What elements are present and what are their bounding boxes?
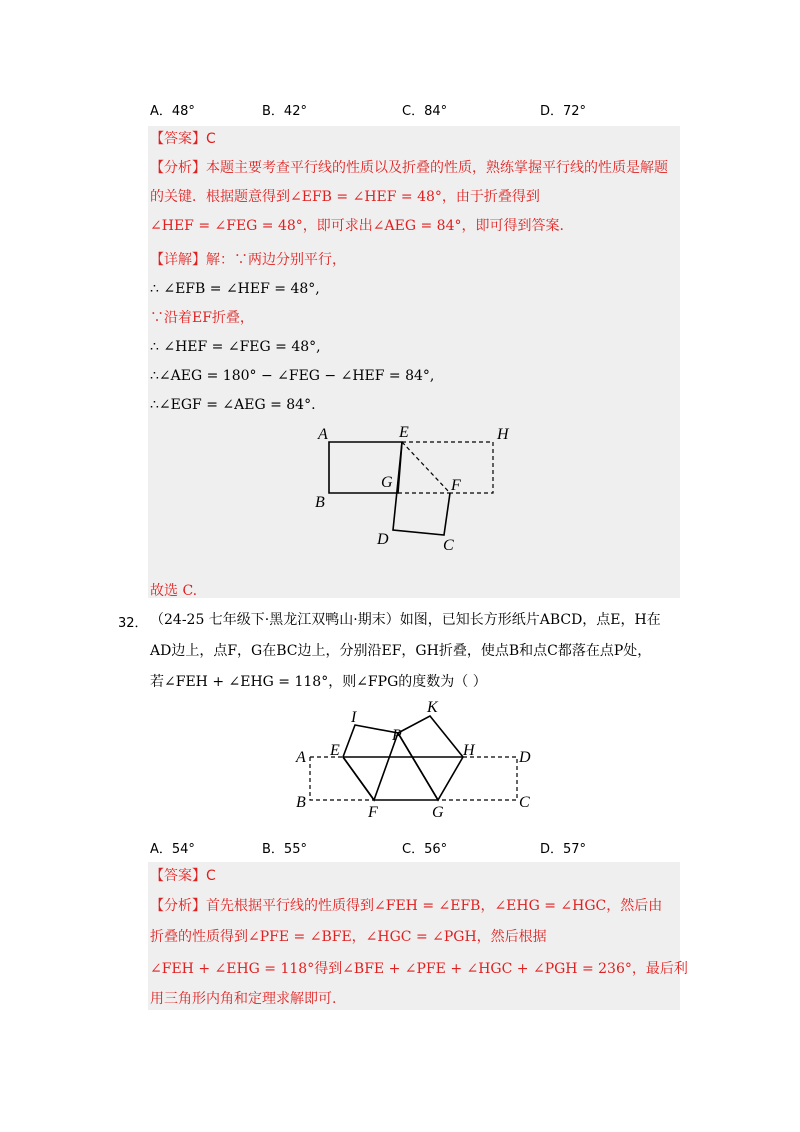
- label-B: B: [315, 494, 325, 511]
- q32-stem-line-3: 若∠FEH + ∠EHG = 118°，则∠FPG的度数为（ ）: [150, 674, 487, 690]
- q31-analysis-line-1: [150, 157, 680, 179]
- q31-option-c[interactable]: C．84°: [402, 104, 448, 119]
- q32-option-c[interactable]: C．56°: [402, 842, 448, 857]
- dashed-abf: [310, 757, 374, 800]
- answer-value: C: [206, 131, 216, 147]
- answer-tag: 【答案】: [150, 868, 206, 884]
- q31-figure: [300, 420, 530, 560]
- q32-analysis-line-1: [150, 895, 680, 917]
- answer-tag: 【答案】: [150, 131, 206, 147]
- q31-option-b[interactable]: B．42°: [262, 104, 307, 119]
- q32-figure: [290, 700, 540, 825]
- label-E: E: [330, 742, 340, 759]
- q31-detail-line-5: ∴∠AEG = 180° − ∠FEG − ∠HEF = 84°,: [150, 368, 435, 384]
- q31-option-a[interactable]: A．48°: [150, 104, 195, 119]
- q31-detail-line-3: ∵沿着EF折叠，: [150, 310, 254, 326]
- q32-analysis-line-2: 折叠的性质得到∠PFE = ∠BFE，∠HGC = ∠PGH，然后根据: [150, 929, 547, 945]
- q31-detail-line-1: [150, 249, 680, 271]
- q32-stem-line-2: AD边上，点F，G在BC边上，分别沿EF，GH折叠，使点B和点C都落在点P处，: [150, 643, 652, 659]
- q31-conclusion: 故选 C.: [150, 583, 198, 599]
- segment-pg: [398, 733, 438, 800]
- q31-detail-line-4: ∴ ∠HEF = ∠FEG = 48°,: [150, 339, 321, 355]
- label-D: D: [377, 531, 389, 548]
- q32-analysis-line-3: ∠FEH + ∠EHG = 118°得到∠BFE + ∠PFE + ∠HGC + ∠PGH = 236°，最后利: [150, 961, 688, 977]
- segment-ef: [343, 757, 374, 800]
- label-H: H: [463, 742, 475, 759]
- q31-analysis-line-2: 的关键．根据题意得到∠EFB = ∠HEF = 48°，由于折叠得到: [150, 189, 540, 205]
- fold-left: [343, 725, 398, 800]
- label-D: D: [519, 749, 531, 766]
- q32-stem-line-1: （24-25 七年级下·黑龙江双鸭山·期末）如图，已知长方形纸片ABCD，点E，H在: [150, 612, 661, 628]
- detail-tag: 【详解】: [150, 252, 206, 268]
- analysis-tag: 【分析】: [150, 898, 206, 914]
- label-A: A: [318, 426, 328, 443]
- q31-option-d[interactable]: D．72°: [540, 104, 587, 119]
- q32-answer: [150, 865, 680, 887]
- label-E: E: [399, 424, 409, 441]
- label-F: F: [368, 804, 378, 821]
- label-G: G: [381, 474, 393, 491]
- dashed-ef: [402, 442, 450, 493]
- detail-text: 解：∵两边分别平行，: [206, 252, 346, 268]
- dashed-original: [402, 442, 493, 493]
- label-K: K: [427, 700, 438, 716]
- label-C: C: [443, 537, 454, 554]
- label-A: A: [296, 749, 306, 766]
- label-B: B: [296, 794, 306, 811]
- label-G: G: [432, 804, 444, 821]
- label-H: H: [497, 426, 509, 443]
- analysis-text: 本题主要考查平行线的性质以及折叠的性质，熟练掌握平行线的性质是解题: [206, 160, 668, 176]
- label-C: C: [519, 794, 530, 811]
- label-F: F: [451, 477, 461, 494]
- q31-detail-line-2: ∴ ∠EFB = ∠HEF = 48°,: [150, 281, 320, 297]
- q31-answer: [150, 128, 680, 150]
- q32-analysis-line-4: 用三角形内角和定理求解即可.: [150, 991, 337, 1007]
- label-I: I: [351, 709, 357, 726]
- q32-option-b[interactable]: B．55°: [262, 842, 307, 857]
- q32-number: 32．: [118, 616, 148, 631]
- q32-option-d[interactable]: D．57°: [540, 842, 587, 857]
- answer-value: C: [206, 868, 216, 884]
- analysis-text: 首先根据平行线的性质得到∠FEH = ∠EFB，∠EHG = ∠HGC，然后由: [206, 898, 663, 914]
- q32-option-a[interactable]: A．54°: [150, 842, 195, 857]
- q31-analysis-line-3: ∠HEF = ∠FEG = 48°，即可求出∠AEG = 84°，即可得到答案.: [150, 218, 564, 234]
- q31-detail-line-6: ∴∠EGF = ∠AEG = 84°.: [150, 397, 316, 413]
- label-P: P: [392, 727, 402, 744]
- analysis-tag: 【分析】: [150, 160, 206, 176]
